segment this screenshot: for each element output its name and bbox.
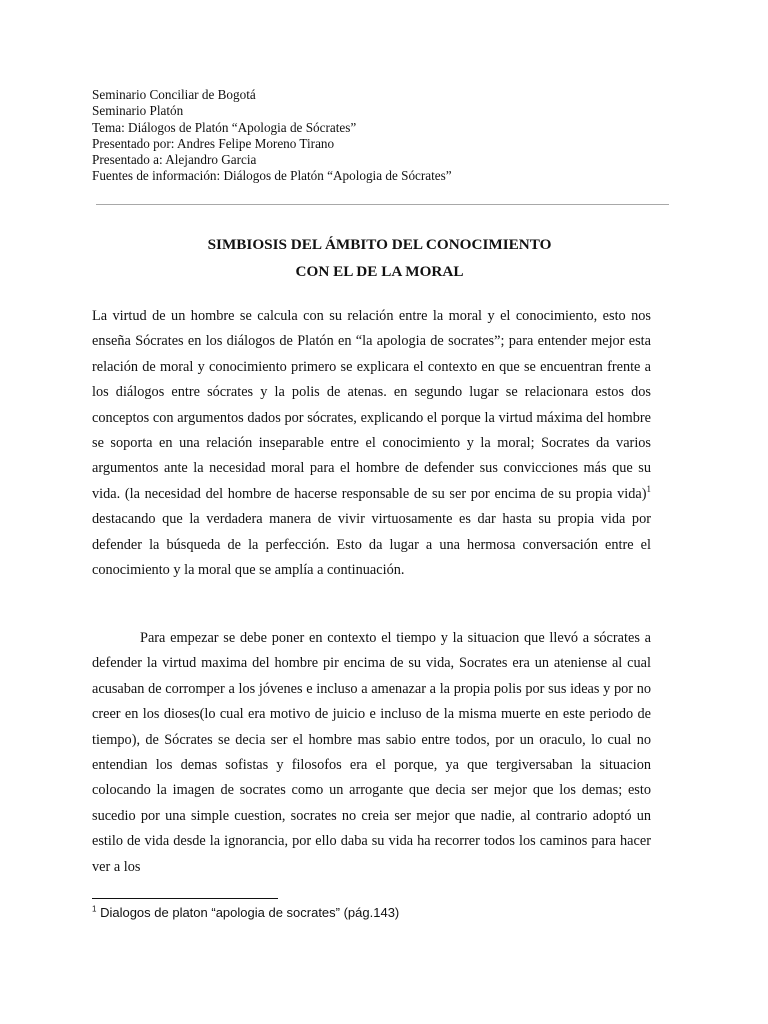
paragraph-introduction-text-b: destacando que la verdadera manera de vivir virtuosamente es dar hasta su propia vida por defender la búsqueda de la perfección. Esto da lugar a una hermosa conversación entre el conocimiento y la moral que se amplía a continuación.: [92, 511, 651, 579]
footnote: [92, 905, 652, 921]
document-header: [92, 87, 692, 185]
footnote-text: Dialogos de platon “apologia de socrates” (pág.143): [96, 905, 400, 920]
essay-title: [92, 231, 667, 285]
header-line-sources: Fuentes de información: Diálogos de Platón “Apologia de Sócrates”: [92, 168, 452, 184]
paragraph-context: Para empezar se debe poner en contexto el tiempo y la situacion que llevó a sócrates a defender la virtud maxima del hombre pir encima de su vida, Socrates era un ateniense al cual acusaban de corromper a los jóvenes e incluso a amenazar a la propia polis por sus ideas y por no creer en los dioses(lo cual era motivo de juicio e incluso de la misma muerte en este periodo de tiempo), de Sócrates se decia ser el hombre mas sabio entre todos, por un oraculo, lo cual no entendian los demas sofistas y filosofos era el porque, ya que tergiversaban la situacion colocando la imagen de socrates como un arrogante que decia ser mejor que los demas; esto sucedio por una simple cuestion, socrates no creia ser mejor que nadie, al contrario adoptó un estilo de vida desde la ignorancia, por ello daba su vida ha recorrer todos los caminos para hacer ver a los: [92, 630, 651, 875]
header-line-topic: Tema: Diálogos de Platón “Apologia de Sócrates”: [92, 119, 357, 135]
essay-title-line-2: CON EL DE LA MORAL: [295, 263, 464, 280]
header-line-institution: Seminario Conciliar de Bogotá: [92, 87, 256, 102]
footnote-marker: 1: [92, 904, 97, 914]
header-divider: [96, 204, 669, 205]
header-line-seminar: Seminario Platón: [92, 103, 184, 119]
header-line-author: Presentado por: Andres Felipe Moreno Tirano: [92, 135, 335, 151]
paragraph-introduction-text-a: La virtud de un hombre se calcula con su relación entre la moral y el conocimiento, esto nos enseña Sócrates en los diálogos de Platón en “la apologia de socrates”; para entender mejor esta relación de moral y conocimiento primero se explicara el contexto en que se encuentran frente a los diálogos entre sócrates y la polis de atenas. en segundo lugar se relacionara estos dos conceptos con argumentos dados por sócrates, explicando el porque la virtud máxima del hombre se soporta en una relación inseparable entre el conocimiento y la moral; Socrates da varios argumentos ante la necesidad moral para el hombre de defender sus convicciones más que su vida. (la necesidad del hombre de hacerse responsable de su ser por encima de su propia vida): [92, 308, 651, 502]
essay-title-line-1: SIMBIOSIS DEL ÁMBITO DEL CONOCIMIENTO: [207, 236, 552, 253]
header-line-recipient: Presentado a: Alejandro Garcia: [92, 152, 257, 168]
footnote-reference[interactable]: 1: [646, 484, 651, 495]
footnote-separator: [92, 898, 278, 899]
paragraph-introduction: [92, 304, 651, 583]
